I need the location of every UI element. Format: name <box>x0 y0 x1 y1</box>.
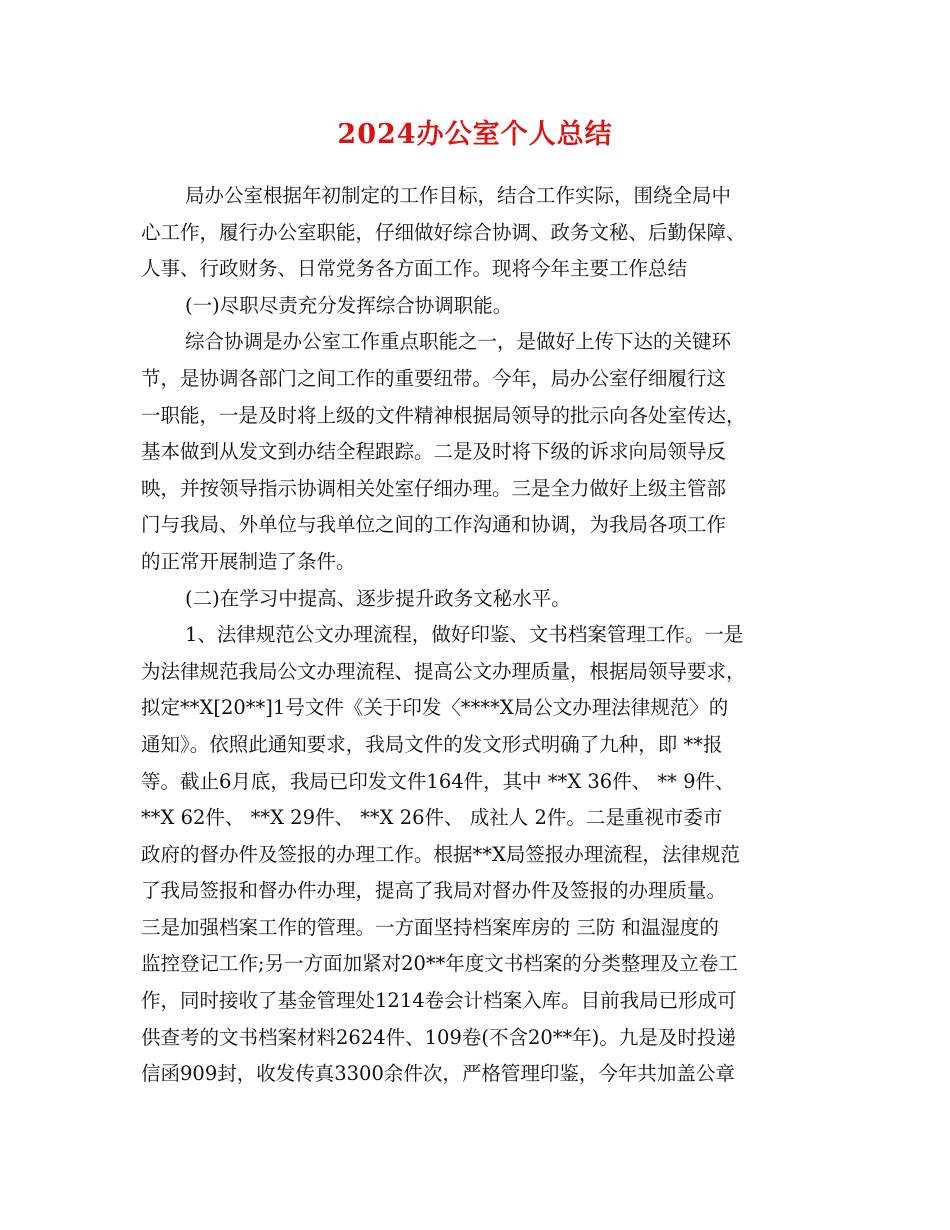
paragraph-line: 作，同时接收了基金管理处1214卷会计档案入库。目前我局已形成可 <box>141 989 737 1013</box>
paragraph-line: 政府的督办件及签报的办理工作。根据**X局签报办理流程，法律规范 <box>141 842 740 866</box>
paragraph-line: 了我局签报和督办件办理，提高了我局对督办件及签报的办理质量。 <box>141 879 727 903</box>
paragraph-line: 三是加强档案工作的管理。一方面坚持档案库房的 三防 和温湿度的 <box>141 915 719 939</box>
page-title: 2024办公室个人总结 <box>337 119 613 150</box>
paragraph-line: 基本做到从发文到办结全程跟踪。二是及时将下级的诉求向局领导反 <box>141 440 727 464</box>
paragraph-line: 1、法律规范公文办理流程，做好印鉴、文书档案管理工作。一是 <box>185 623 744 647</box>
paragraph-line: **X 62件、 **X 29件、 **X 26件、 成社人 2件。二是重视市委市 <box>141 806 723 830</box>
paragraph-line: 供查考的文书档案材料2624件、109卷(不含20**年)。九是及时投递 <box>141 1025 736 1049</box>
section-heading: (二)在学习中提高、逐步提升政务文秘水平。 <box>185 586 571 610</box>
paragraph-line: 心工作，履行办公室职能，仔细做好综合协调、政务文秘、后勤保障、 <box>141 220 746 244</box>
paragraph-line: 通知》。依照此通知要求，我局文件的发文形式明确了九种，即 **报 <box>141 732 723 756</box>
paragraph-line: 节，是协调各部门之间工作的重要纽带。今年，局办公室仔细履行这 <box>141 366 727 390</box>
paragraph-line: 的正常开展制造了条件。 <box>141 549 356 573</box>
paragraph-line: 拟定**X[20**]1号文件《关于印发〈****X局公文办理法律规范〉的 <box>141 696 729 720</box>
paragraph-line: 映，并按领导指示协调相关处室仔细办理。三是全力做好上级主管部 <box>141 476 727 500</box>
paragraph-line: 一职能，一是及时将上级的文件精神根据局领导的批示向各处室传达， <box>141 403 746 427</box>
paragraph-line: 监控登记工作;另一方面加紧对20**年度文书档案的分类整理及立卷工 <box>141 952 738 976</box>
paragraph-line: 等。截止6月底，我局已印发文件164件，其中 **X 36件、 ** 9件、 <box>141 769 735 793</box>
section-heading: (一)尽职尽责充分发挥综合协调职能。 <box>185 293 513 317</box>
paragraph-line: 局办公室根据年初制定的工作目标，结合工作实际，围绕全局中 <box>185 184 732 207</box>
paragraph-line: 人事、行政财务、日常党务各方面工作。现将今年主要工作总结 <box>141 257 688 281</box>
paragraph-line: 信函909封，收发传真3300余件次，严格管理印鉴，今年共加盖公章 <box>141 1062 735 1086</box>
paragraph-line: 综合协调是办公室工作重点职能之一，是做好上传下达的关键环 <box>185 330 732 354</box>
paragraph-line: 门与我局、外单位与我单位之间的工作沟通和协调，为我局各项工作 <box>141 513 727 537</box>
paragraph-line: 为法律规范我局公文办理流程、提高公文办理质量，根据局领导要求， <box>141 659 746 683</box>
document-body <box>141 178 811 1093</box>
